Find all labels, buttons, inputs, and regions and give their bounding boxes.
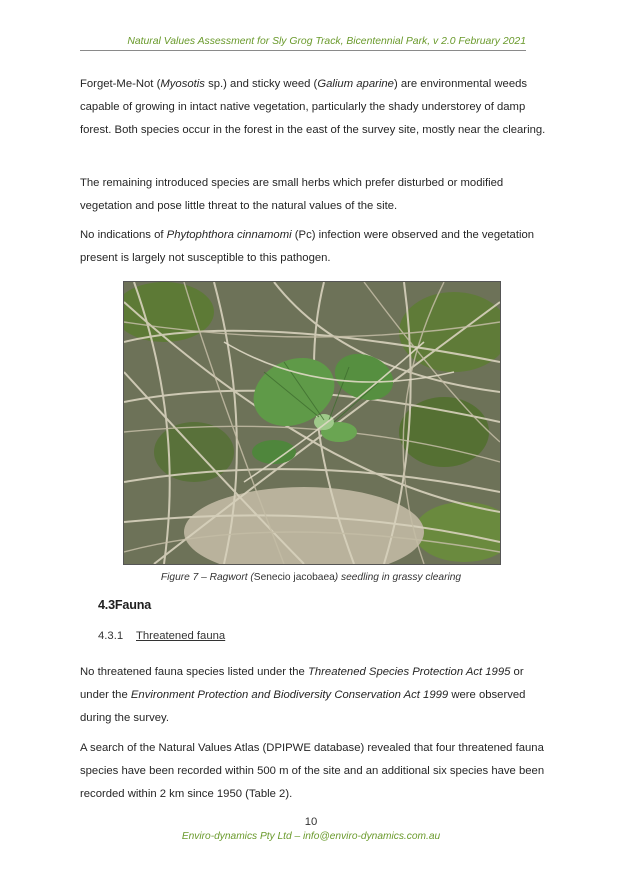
subsection-heading: [98, 630, 225, 642]
paragraph-threatened-fauna: No threatened fauna species listed under the Threatened Species Protection Act 1995 or under the Environment Protection and Biodiversity Conservation Act 1999 were observed during the survey.: [80, 666, 526, 724]
footer-contact: Enviro-dynamics Pty Ltd – info@enviro-dynamics.com.au: [181, 831, 441, 842]
paragraph-phytophthora: No indications of Phytophthora cinnamomi (Pc) infection were observed and the vegetation present is largely not susceptible to this pathogen.: [80, 229, 535, 264]
paragraph-weeds: Forget-Me-Not (Myosotis sp.) and sticky weed (Galium aparine) are environmental weeds capable of growing in intact native vegetation, particularly the shady understorey of damp forest. Both species occur in the forest in the east of the survey site, mostly near the clearing.: [80, 78, 546, 136]
ragwort-seedling-photo: [123, 281, 501, 565]
paragraph-natural-values-atlas: A search of the Natural Values Atlas (DPIPWE database) revealed that four threatened fauna species have been recorded within 500 m of the site and an additional six species have been recorded within 2 km since 1950 (Table 2).: [80, 742, 545, 800]
running-header: Natural Values Assessment for Sly Grog Track, Bicentennial Park, v 2.0 February 2021: [127, 36, 526, 47]
subsection-title: Threatened fauna: [136, 630, 226, 642]
page-number: 10: [304, 816, 318, 828]
header-divider: [80, 50, 526, 51]
section-number: 4.3: [98, 598, 115, 612]
figure-caption: Figure 7 – Ragwort (Senecio jacobaea) seedling in grassy clearing: [160, 572, 462, 583]
subsection-number: 4.3.1: [98, 630, 124, 642]
section-title: Fauna: [114, 598, 152, 612]
paragraph-introduced-species: The remaining introduced species are small herbs which prefer disturbed or modified vegetation and pose little threat to the natural values of the site.: [80, 177, 504, 212]
section-heading: [98, 598, 151, 612]
